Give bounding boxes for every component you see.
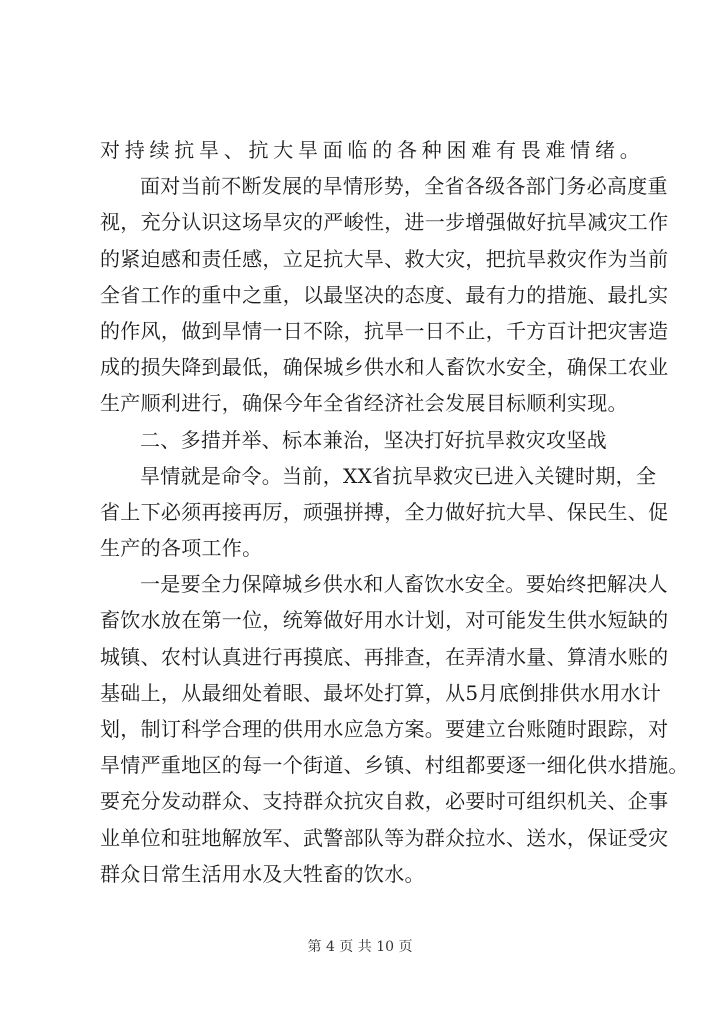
text-line-12: 生产的各项工作。 bbox=[100, 536, 263, 561]
text-line-11: 省上下必须再接再厉，顽强拼搏，全力做好抗大旱、保民生、促 bbox=[100, 499, 669, 524]
text-line-4: 的紧迫感和责任感，立足抗大旱、救大灾，把抗旱救灾作为当前 bbox=[100, 246, 669, 271]
text-line-15: 城镇、农村认真进行再摸底、再排查，在弄清水量、算清水账的 bbox=[100, 644, 669, 669]
text-line-18: 旱情严重地区的每一个街道、乡镇、村组都要逐一细化供水措施。 bbox=[100, 753, 689, 778]
text-line-17: 划，制订科学合理的供用水应急方案。要建立台账随时跟踪，对 bbox=[100, 717, 669, 741]
text-line-13: 一是要全力保障城乡供水和人畜饮水安全。要始终把解决人 bbox=[140, 572, 668, 597]
page-number-footer: 第 4 页 共 10 页 bbox=[307, 939, 413, 955]
section-heading: 二、多措并举、标本兼治，坚决打好抗旱救灾攻坚战 bbox=[140, 427, 607, 452]
text-line-14: 畜饮水放在第一位，统筹做好用水计划，对可能发生供水短缺的 bbox=[100, 608, 669, 633]
text-line-21: 群众日常生活用水及大牲畜的饮水。 bbox=[100, 861, 425, 886]
text-line-20: 业单位和驻地解放军、武警部队等为群众拉水、送水，保证受灾 bbox=[100, 825, 669, 850]
document-body bbox=[100, 136, 689, 896]
text-line-7: 成的损失降到最低，确保城乡供水和人畜饮水安全，确保工农业 bbox=[100, 355, 669, 380]
text-line-8: 生产顺利进行，确保今年全省经济社会发展目标顺利实现。 bbox=[100, 391, 628, 416]
text-line-16: 基础上，从最细处着眼、最坏处打算，从5月底倒排供水用水计 bbox=[100, 680, 662, 705]
text-line-5: 全省工作的重中之重，以最坚决的态度、最有力的措施、最扎实 bbox=[100, 282, 669, 307]
text-line-3: 视，充分认识这场旱灾的严峻性，进一步增强做好抗旱减灾工作 bbox=[100, 210, 669, 235]
text-line-19: 要充分发动群众、支持群众抗灾自救，必要时可组织机关、企事 bbox=[100, 789, 669, 814]
text-line-6: 的作风，做到旱情一日不除，抗旱一日不止，千方百计把灾害造 bbox=[100, 318, 669, 343]
text-line-2: 面对当前不断发展的旱情形势，全省各级各部门务必高度重 bbox=[140, 174, 668, 199]
text-line-1: 对持续抗旱、抗大旱面临的各种困难有畏难情绪。 bbox=[100, 138, 640, 162]
text-line-10: 旱情就是命令。当前，XX省抗旱救灾已进入关键时期，全 bbox=[140, 463, 657, 488]
